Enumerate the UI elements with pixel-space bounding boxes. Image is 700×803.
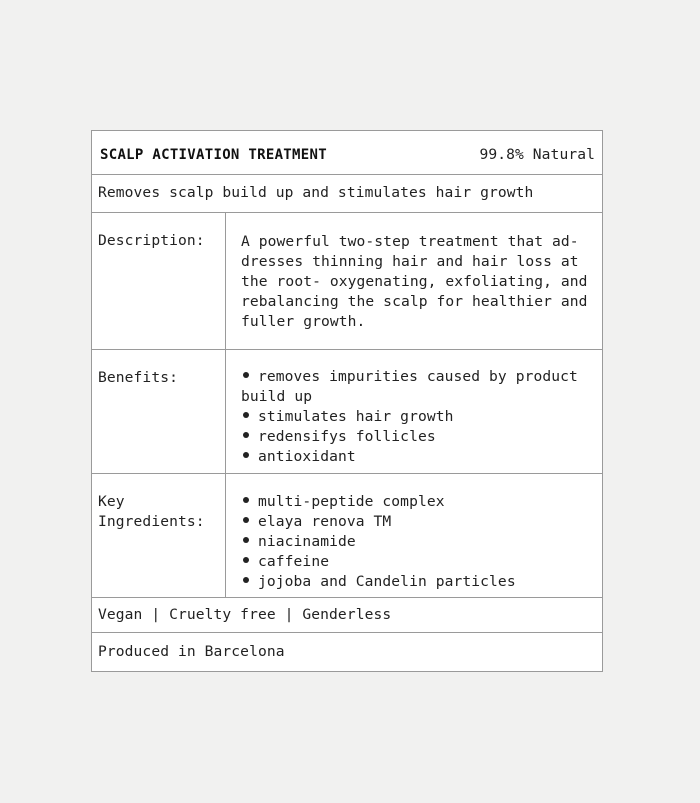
product-attributes: Vegan | Cruelty free | Genderless (98, 606, 392, 623)
description-row (92, 213, 602, 350)
bullet-icon (243, 577, 249, 583)
description-text: A powerful two-step treatment that ad-dresses thinning hair and hair loss at the root- oxygenating, exfoliating, and rebalancing the scalp for healthier and fuller growth. (241, 233, 588, 330)
list-item: niacinamide (241, 532, 593, 552)
benefits-list (241, 367, 593, 467)
ingredients-list (241, 492, 593, 592)
natural-percentage: 99.8% Natural (479, 146, 595, 163)
tagline-row (92, 175, 602, 213)
list-item: stimulates hair growth (241, 407, 593, 427)
ingredients-row (92, 474, 602, 598)
bullet-icon (243, 372, 249, 378)
bullet-icon (243, 517, 249, 523)
product-title: SCALP ACTIVATION TREATMENT (100, 147, 327, 163)
bullet-icon (243, 557, 249, 563)
product-origin: Produced in Barcelona (98, 643, 285, 660)
bullet-icon (243, 432, 249, 438)
list-item: antioxidant (241, 447, 593, 467)
bullet-icon (243, 537, 249, 543)
bullet-icon (243, 452, 249, 458)
list-item: multi-peptide complex (241, 492, 593, 512)
product-tagline: Removes scalp build up and stimulates hair growth (98, 184, 534, 201)
description-label: Description: (98, 232, 205, 249)
list-item: caffeine (241, 552, 593, 572)
attributes-row (92, 598, 602, 633)
list-item: redensifys follicles (241, 427, 593, 447)
benefits-label: Benefits: (98, 369, 178, 386)
benefits-row (92, 350, 602, 474)
bullet-icon (243, 497, 249, 503)
origin-row (92, 633, 602, 673)
bullet-icon (243, 412, 249, 418)
product-info-card (91, 130, 603, 672)
title-row (92, 131, 602, 175)
ingredients-label: Key Ingredients: (98, 493, 205, 530)
column-divider (225, 213, 226, 598)
list-item: removes impurities caused by product build up (241, 368, 578, 405)
list-item: jojoba and Candelin particles (241, 572, 593, 592)
list-item: elaya renova TM (241, 512, 593, 532)
